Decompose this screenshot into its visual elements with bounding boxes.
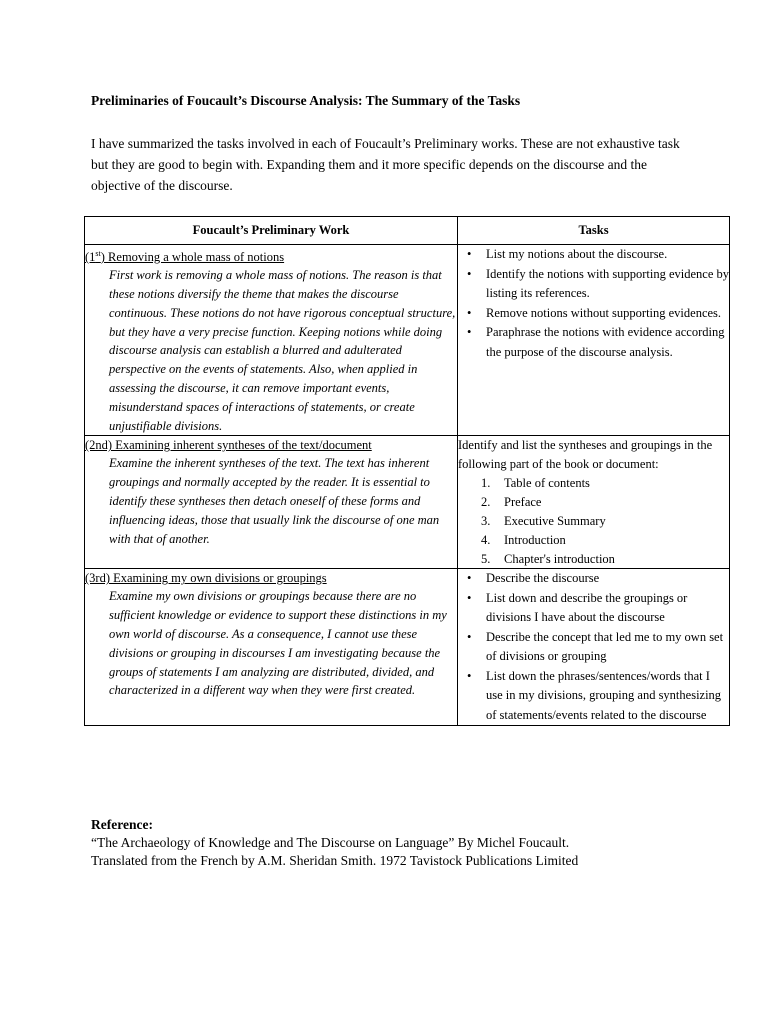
task-list (458, 245, 729, 362)
table-row (85, 569, 730, 726)
table-header-row (85, 217, 730, 245)
work-cell (85, 245, 458, 436)
reference-section (91, 816, 578, 870)
work-title (85, 245, 457, 266)
task-item: • List my notions about the discourse. (458, 245, 729, 265)
work-title-prefix: (1 (85, 250, 96, 265)
list-number: 3. (481, 513, 491, 528)
document-title: Preliminaries of Foucault’s Discourse Analysis: The Summary of the Tasks (91, 93, 521, 108)
reference-line: Translated from the French by A.M. Sheridan Smith. 1972 Tavistock Publications Limited (91, 853, 579, 868)
list-label: Chapter's introduction (504, 551, 615, 566)
work-title-superscript: st (95, 249, 101, 258)
table-row (85, 245, 730, 436)
task-item: • Describe the discourse (458, 569, 729, 589)
tasks-cell (458, 436, 730, 569)
work-title: (2nd) Examining inherent syntheses of the text/document (85, 438, 372, 453)
list-label: Table of contents (504, 476, 590, 491)
work-title-suffix: ) Removing a whole mass of notions (100, 250, 285, 265)
tasks-cell (458, 245, 730, 436)
task-item: • Paraphrase the notions with evidence according the purpose of the discourse analysis. (458, 323, 729, 362)
work-cell (85, 569, 458, 726)
intro-paragraph: I have summarized the tasks involved in each of Foucault’s Preliminary works. These are not exhaustive task but they are good to begin with. Expanding them and it more specific depends on the discourse and the objective of the discourse. (91, 136, 680, 193)
summary-table (84, 216, 730, 726)
task-item: • Identify the notions with supporting evidence by listing its references. (458, 265, 729, 304)
work-description: Examine the inherent syntheses of the text. The text has inherent groupings and normally accepted by the reader. It is essential to identify these syntheses then detach oneself of these forms and influencing ideas, those that usually link the discourse of one man with that of another. (109, 456, 440, 546)
header-tasks: Tasks (458, 217, 730, 245)
list-number: 1. (481, 476, 491, 491)
list-item (458, 550, 729, 569)
list-item (458, 512, 729, 531)
reference-label: Reference: (91, 817, 153, 832)
tasks-cell (458, 569, 730, 726)
task-item: • List down the phrases/sentences/words that I use in my divisions, grouping and synthesizing of statements/events related to the discourse (458, 667, 729, 726)
list-item (458, 474, 729, 493)
header-preliminary-work: Foucault’s Preliminary Work (85, 217, 458, 245)
list-number: 5. (481, 551, 491, 566)
task-item: • List down and describe the groupings or divisions I have about the discourse (458, 589, 729, 628)
reference-line: “The Archaeology of Knowledge and The Discourse on Language” By Michel Foucault. (91, 835, 570, 850)
work-description: First work is removing a whole mass of notions. The reason is that these notions diversify the theme that makes the discourse continuous. These notions do not have rigorous conceptual structure, but they have a very precise function. Keeping notions while doing discourse analysis can establish a blurred and adulterated perspective on the events of statements. Also, when applied in assessing the discourse, it can remove important events, misunderstand spaces of interactions of statements, or create unjustifiable divisions. (109, 268, 456, 433)
task-intro: Identify and list the syntheses and groupings in the following part of the book or document: (458, 438, 713, 472)
list-label: Executive Summary (504, 513, 606, 528)
document-parts-list (458, 474, 729, 568)
list-number: 2. (481, 495, 491, 510)
list-label: Preface (504, 495, 542, 510)
work-cell (85, 436, 458, 569)
task-list (458, 569, 729, 725)
task-item: • Remove notions without supporting evidences. (458, 304, 729, 324)
list-label: Introduction (504, 532, 566, 547)
table-row (85, 436, 730, 569)
list-number: 4. (481, 532, 491, 547)
list-item (458, 493, 729, 512)
list-item (458, 531, 729, 550)
work-title: (3rd) Examining my own divisions or groupings (85, 571, 327, 586)
work-description: Examine my own divisions or groupings because there are no sufficient knowledge or evidence to support these distinctions in my own world of discourse. As a consequence, I cannot use these divisions or grouping in discourses I am investigating because the groups of statements I am analyzing are distributed, divided, and characterized in a different way when they were first created. (109, 589, 447, 698)
task-item: • Describe the concept that led me to my own set of divisions or grouping (458, 628, 729, 667)
